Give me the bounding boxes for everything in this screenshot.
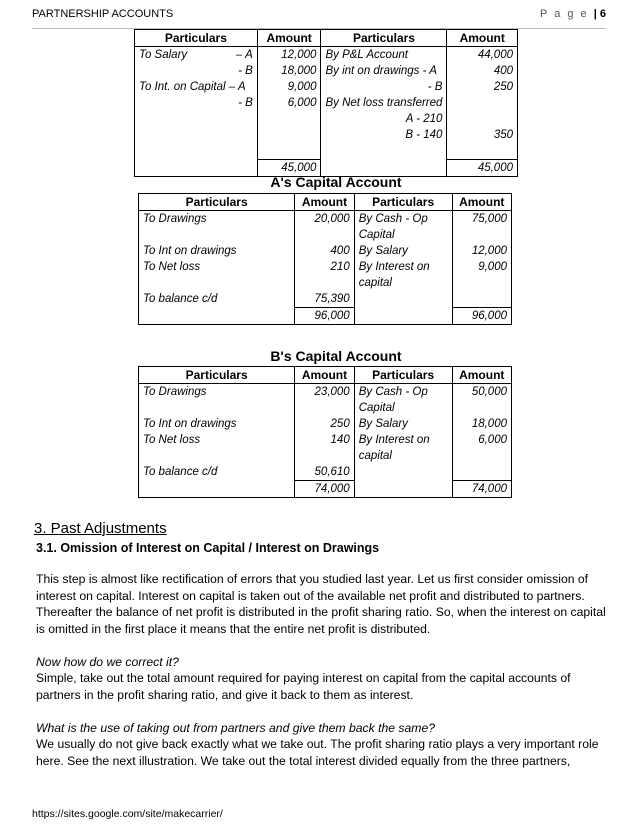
col-header: Amount bbox=[452, 194, 512, 211]
table-row: To balance c/d 75,390 bbox=[139, 291, 512, 308]
page-header bbox=[32, 8, 606, 29]
question-1: Now how do we correct it? bbox=[36, 655, 179, 669]
header-title: PARTNERSHIP ACCOUNTS bbox=[32, 8, 174, 20]
table-row: B - 140 350 bbox=[135, 127, 518, 143]
col-header: Particulars bbox=[139, 194, 295, 211]
a-capital-title: A's Capital Account bbox=[270, 174, 402, 190]
col-header: Amount bbox=[257, 30, 321, 47]
totals-row: 74,000 74,000 bbox=[139, 481, 512, 498]
b-capital-table bbox=[138, 366, 512, 498]
table-row: To Drawings 23,000 By Cash - Op Capital 50,000 bbox=[139, 384, 512, 417]
paragraph-3: We usually do not give back exactly what we take out. The profit sharing ratio plays a very important role here. See the next illustration. We take out the total interest divided equally from the three partners, bbox=[36, 737, 599, 768]
table-row: To Salary – A 12,000 By P&L Account 44,000 bbox=[135, 47, 518, 64]
pl-appropriation-table bbox=[134, 29, 518, 177]
table-row: To Drawings 20,000 By Cash - Op Capital 75,000 bbox=[139, 211, 512, 244]
table-row: To Net loss 210 By Interest on capital 9,000 bbox=[139, 259, 512, 291]
b-capital-title: B's Capital Account bbox=[270, 348, 402, 364]
col-header: Particulars bbox=[135, 30, 258, 47]
table-row: To Int. on Capital – A 9,000 - B 250 bbox=[135, 79, 518, 95]
section-title: 3. Past Adjustments bbox=[34, 520, 167, 537]
col-header: Particulars bbox=[139, 367, 295, 384]
table-row bbox=[135, 143, 518, 159]
table-row: To balance c/d 50,610 bbox=[139, 464, 512, 481]
table-row: To Int on drawings 250 By Salary 18,000 bbox=[139, 416, 512, 432]
footer-url: https://sites.google.com/site/makecarrier/ bbox=[32, 808, 223, 820]
table-row: To Int on drawings 400 By Salary 12,000 bbox=[139, 243, 512, 259]
subsection-title: 3.1. Omission of Interest on Capital / Interest on Drawings bbox=[36, 541, 380, 555]
a-capital-table bbox=[138, 193, 512, 325]
col-header: Amount bbox=[295, 367, 354, 384]
col-header: Particulars bbox=[354, 367, 452, 384]
paragraph-2: Simple, take out the total amount required for paying interest on capital from the capital accounts of partners in the profit sharing ratio, and give it back to them as interest. bbox=[36, 671, 571, 702]
col-header: Amount bbox=[447, 30, 518, 47]
totals-row: 96,000 96,000 bbox=[139, 308, 512, 325]
col-header: Amount bbox=[452, 367, 512, 384]
table-row: A - 210 bbox=[135, 111, 518, 127]
table-row: - B 6,000 By Net loss transferred bbox=[135, 95, 518, 111]
page-number: P a g e | 6 bbox=[540, 8, 606, 20]
col-header: Amount bbox=[295, 194, 354, 211]
paragraph-1: This step is almost like rectification of errors that you studied last year. Let us first consider omission of interest on capital. Interest on capital is taken out of the available net profit and distributed to partners. Thereafter the balance of net profit is distributed in the profit sharing ratio. So, when the interest on capital is omitted in the first place it means that the entire net profit is distributed. bbox=[36, 572, 606, 636]
question-2: What is the use of taking out from partners and give them back the same? bbox=[36, 721, 436, 735]
col-header: Particulars bbox=[321, 30, 447, 47]
table-row: - B 18,000 By int on drawings - A 400 bbox=[135, 63, 518, 79]
col-header: Particulars bbox=[354, 194, 452, 211]
totals-row: 45,000 45,000 bbox=[135, 159, 518, 176]
table-row: To Net loss 140 By Interest on capital 6,000 bbox=[139, 432, 512, 464]
